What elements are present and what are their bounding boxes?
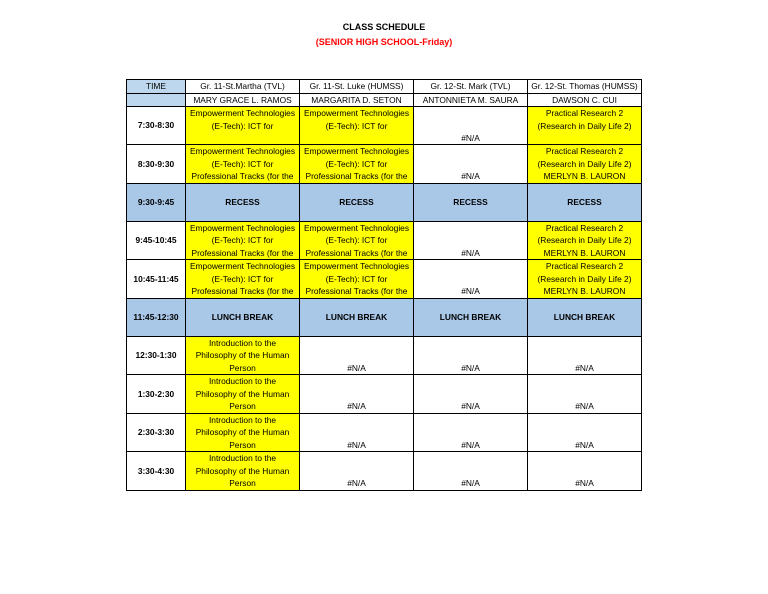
time-slot: 7:30-8:30	[127, 107, 186, 145]
cell-text-line: (E-Tech): ICT for	[211, 120, 274, 131]
schedule-row	[127, 221, 642, 260]
cell-text-line: #N/A	[575, 478, 594, 488]
cell-text-line: #N/A	[575, 362, 594, 373]
subject-cell	[300, 145, 414, 184]
break-cell: RECESS	[186, 183, 300, 221]
schedule-table	[126, 79, 642, 491]
adviser-header: MARGARITA D. SETON	[300, 93, 414, 107]
cell-text-line: Practical Research 2	[545, 222, 624, 233]
cell-text-line: Professional Tracks (for the	[191, 286, 294, 296]
break-cell: RECESS	[414, 183, 528, 221]
cell-text-line: #N/A	[461, 247, 480, 258]
time-slot: 8:30-9:30	[127, 145, 186, 184]
cell-text-line: (E-Tech): ICT for	[211, 158, 274, 169]
empty-slot-cell	[414, 221, 528, 260]
empty-slot-cell	[414, 413, 528, 452]
cell-text-line: #N/A	[347, 439, 366, 450]
class-header: Gr. 12-St. Mark (TVL)	[414, 80, 528, 94]
schedule-row	[127, 107, 642, 145]
subject-cell	[186, 221, 300, 260]
cell-text-line: Empowerment Technologies	[189, 222, 296, 233]
adviser-header: MARY GRACE L. RAMOS	[186, 93, 300, 107]
break-cell: RECESS	[528, 183, 642, 221]
cell-text-line: #N/A	[461, 171, 480, 181]
cell-text-line: #N/A	[461, 132, 480, 143]
subject-cell	[186, 336, 300, 375]
cell-text-line: Philosophy of the Human	[195, 427, 290, 437]
time-slot: 10:45-11:45	[127, 260, 186, 299]
empty-slot-cell	[414, 336, 528, 375]
break-row	[127, 298, 642, 336]
cell-text-line: #N/A	[461, 401, 480, 411]
empty-slot-cell	[414, 260, 528, 299]
cell-text-line: Professional Tracks (for the	[191, 247, 294, 258]
subject-cell	[186, 452, 300, 491]
schedule-row	[127, 452, 642, 491]
cell-text-line: #N/A	[347, 478, 366, 488]
empty-slot-cell	[300, 375, 414, 414]
break-cell: LUNCH BREAK	[414, 298, 528, 336]
break-cell: LUNCH BREAK	[300, 298, 414, 336]
cell-text-line: #N/A	[347, 401, 366, 411]
cell-text-line: #N/A	[347, 362, 366, 373]
cell-text-line: Empowerment Technologies	[189, 261, 296, 271]
break-cell: LUNCH BREAK	[528, 298, 642, 336]
cell-text-line: Professional Tracks (for the	[191, 171, 294, 181]
cell-text-line: (E-Tech): ICT for	[211, 235, 274, 245]
subject-cell	[300, 107, 414, 145]
cell-text-line: Empowerment Technologies	[303, 261, 410, 271]
cell-text-line: Empowerment Technologies	[303, 146, 410, 156]
subject-cell	[186, 145, 300, 184]
cell-text-line: Introduction to the	[208, 453, 277, 463]
cell-text-line: Practical Research 2	[545, 146, 624, 156]
cell-text-line: Philosophy of the Human	[195, 388, 290, 399]
time-slot: 9:45-10:45	[127, 221, 186, 260]
subject-cell	[186, 413, 300, 452]
cell-text-line: MERLYN B. LAURON	[543, 247, 626, 258]
break-cell: RECESS	[300, 183, 414, 221]
subject-cell	[186, 375, 300, 414]
cell-text-line: Practical Research 2	[545, 108, 624, 118]
subject-cell	[528, 221, 642, 260]
cell-text-line: MERLYN B. LAURON	[543, 171, 626, 181]
cell-text-line: Empowerment Technologies	[189, 146, 296, 156]
header-row-adviser	[127, 93, 642, 107]
page-subtitle: (SENIOR HIGH SCHOOL-Friday)	[315, 37, 453, 47]
schedule-row	[127, 336, 642, 375]
time-header-spacer	[127, 93, 186, 107]
class-header: Gr. 11-St.Martha (TVL)	[186, 80, 300, 94]
time-slot: 2:30-3:30	[127, 413, 186, 452]
subject-cell	[300, 260, 414, 299]
empty-slot-cell	[414, 145, 528, 184]
cell-text-line: MERLYN B. LAURON	[543, 286, 626, 296]
subject-cell	[528, 107, 642, 145]
cell-text-line: Professional Tracks (for the	[305, 286, 408, 296]
cell-text-line: Empowerment Technologies	[303, 222, 410, 233]
class-header: Gr. 12-St. Thomas (HUMSS)	[528, 80, 642, 94]
header-row-class	[127, 80, 642, 94]
cell-text-line: #N/A	[461, 478, 480, 488]
time-slot: 9:30-9:45	[127, 183, 186, 221]
cell-text-line: Introduction to the	[208, 337, 277, 348]
cell-text-line: Person	[229, 401, 256, 411]
cell-text-line: (Research in Daily Life 2)	[537, 120, 632, 131]
cell-text-line: #N/A	[575, 401, 594, 411]
schedule-row	[127, 260, 642, 299]
cell-text-line: #N/A	[461, 362, 480, 373]
empty-slot-cell	[300, 336, 414, 375]
cell-text-line: (E-Tech): ICT for	[325, 273, 388, 284]
empty-slot-cell	[528, 375, 642, 414]
subject-cell	[300, 221, 414, 260]
empty-slot-cell	[414, 107, 528, 145]
cell-text-line: (E-Tech): ICT for	[325, 120, 388, 131]
class-header: Gr. 11-St. Luke (HUMSS)	[300, 80, 414, 94]
cell-text-line: #N/A	[461, 439, 480, 450]
schedule-row	[127, 413, 642, 452]
subject-cell	[186, 107, 300, 145]
cell-text-line: (E-Tech): ICT for	[325, 158, 388, 169]
cell-text-line: Philosophy of the Human	[195, 350, 290, 360]
cell-text-line: Introduction to the	[208, 376, 277, 386]
cell-text-line: Philosophy of the Human	[195, 465, 290, 476]
time-header: TIME	[127, 80, 186, 94]
time-slot: 1:30-2:30	[127, 375, 186, 414]
time-slot: 3:30-4:30	[127, 452, 186, 491]
subject-cell	[528, 145, 642, 184]
cell-text-line: (Research in Daily Life 2)	[537, 158, 632, 169]
schedule-row	[127, 375, 642, 414]
empty-slot-cell	[300, 452, 414, 491]
page-title: CLASS SCHEDULE	[342, 22, 426, 32]
cell-text-line: Person	[229, 362, 256, 373]
time-slot: 11:45-12:30	[127, 298, 186, 336]
time-slot: 12:30-1:30	[127, 336, 186, 375]
empty-slot-cell	[414, 375, 528, 414]
cell-text-line: (Research in Daily Life 2)	[537, 273, 632, 284]
cell-text-line: (E-Tech): ICT for	[211, 273, 274, 284]
empty-slot-cell	[528, 413, 642, 452]
empty-slot-cell	[300, 413, 414, 452]
cell-text-line: (Research in Daily Life 2)	[537, 235, 632, 245]
cell-text-line: Empowerment Technologies	[303, 108, 410, 118]
break-cell: LUNCH BREAK	[186, 298, 300, 336]
adviser-header: ANTONNIETA M. SAURA	[414, 93, 528, 107]
cell-text-line: Introduction to the	[208, 414, 277, 425]
adviser-header: DAWSON C. CUI	[528, 93, 642, 107]
cell-text-line: Person	[229, 478, 256, 488]
subject-cell	[528, 260, 642, 299]
cell-text-line: Professional Tracks (for the	[305, 171, 408, 181]
cell-text-line: (E-Tech): ICT for	[325, 235, 388, 245]
empty-slot-cell	[528, 336, 642, 375]
cell-text-line: Empowerment Technologies	[189, 108, 296, 118]
subject-cell	[186, 260, 300, 299]
break-row	[127, 183, 642, 221]
cell-text-line: Professional Tracks (for the	[305, 247, 408, 258]
empty-slot-cell	[414, 452, 528, 491]
schedule-body	[127, 80, 642, 491]
cell-text-line: #N/A	[461, 286, 480, 296]
cell-text-line: Person	[229, 439, 256, 450]
schedule-row	[127, 145, 642, 184]
cell-text-line: Practical Research 2	[545, 261, 624, 271]
cell-text-line: #N/A	[575, 439, 594, 450]
empty-slot-cell	[528, 452, 642, 491]
